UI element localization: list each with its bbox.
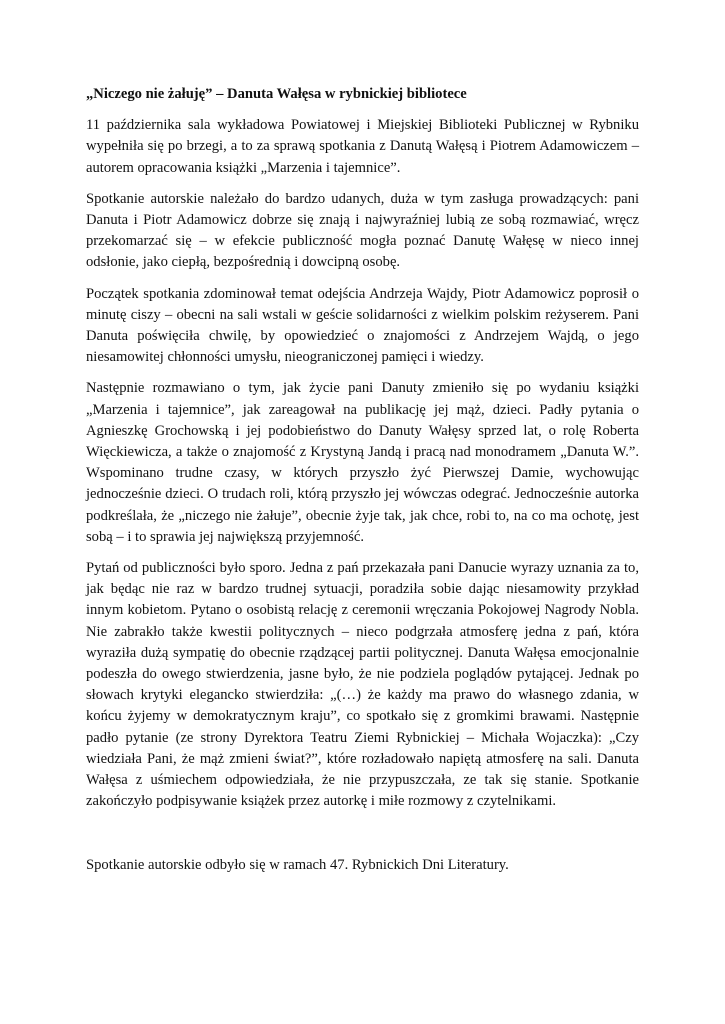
paragraph-audience-questions: Pytań od publiczności było sporo. Jedna z pań przekazała pani Danucie wyrazy uznania za to, jak będąc nie raz w bardzo trudnej sytuacji, poradziła sobie dając niesamowity przykład innym kobietom. Pytano o osobistą relację z ceremonii wręczania Pokojowej Nagrody Nobla. Nie zabrakło także kwestii politycznych – nieco podgrzała atmosferę jedna z pań, która wyraziła dużą sympatię do obecnie rządzącej partii politycznej. Danuta Wałęsa emocjonalnie podeszła do owego stwierdzenia, jasne było, że nie podziela poglądów pytającej. Jednak po słowach krytyki elegancko stwierdziła: „(…) że każdy ma prawo do własnego zdania, w końcu żyjemy w demokratycznym kraju”, co spotkało się z gromkimi brawami. Następnie padło pytanie (ze strony Dyrektora Teatru Ziemi Rybnickiej – Michała Wojaczka): „Czy wiedziała Pani, że mąż zmieni świat?”, które rozładowało napiętą atmosferę na sali. Danuta Wałęsa z uśmiechem odpowiedziała, że nie przypuszczała, ze tak się stanie. Spotkanie zakończyło podpisywanie książek przez autorkę i miłe rozmowy z czytelnikami. — [86, 560, 639, 810]
paragraph-book-impact: Następnie rozmawiano o tym, jak życie pani Danuty zmieniło się po wydaniu książki „Marzenia i tajemnice”, jak zareagował na publikację jej mąż, dzieci. Padły pytania o Agnieszkę Grochowską i jej podobieństwo do Danuty Wałęsy sprzed lat, o rolę Roberta Więckiewicza, a także o znajomość z Krystyną Jandą i pracą nad monodramem „Danuta W.”. Wspominano trudne czasy, w których przyszło żyć Pierwszej Damie, wychowując jednocześnie dzieci. O trudach roli, którą przyszło jej wówczas odegrać. Jednocześnie autorka podkreślała, że „niczego nie żałuje”, obecnie żyje tak, jak chce, robi to, na co ma ochotę, jest sobą – i to sprawia jej największą przyjemność. — [86, 380, 639, 545]
paragraph-wajda: Początek spotkania zdominował temat odejścia Andrzeja Wajdy, Piotr Adamowicz poprosił o minutę ciszy – obecni na sali wstali w geście solidarności z wielkim polskim reżyserem. Pani Danuta poświęciła chwilę, by opowiedzieć o znajomości z Andrzejem Wajdą, o jego niesamowitej chłonności umysłu, nieograniczonej pamięci i wiedzy. — [86, 285, 639, 366]
document-body — [86, 84, 639, 876]
paragraph-spacer — [86, 823, 639, 855]
document-title: „Niczego nie żałuję” – Danuta Wałęsa w rybnickiej bibliotece — [86, 86, 467, 102]
paragraph-intro: 11 października sala wykładowa Powiatowej i Miejskiej Biblioteki Publicznej w Rybniku wypełniła się po brzegi, a to za sprawą spotkania z Danutą Wałęsą i Piotrem Adamowiczem – autorem opracowania książki „Marzenia i tajemnice”. — [86, 117, 639, 176]
paragraph-hosts: Spotkanie autorskie należało do bardzo udanych, duża w tym zasługa prowadzących: pani Danuta i Piotr Adamowicz dobrze się znają i najwyraźniej lubią ze sobą rozmawiać, wręcz przekomarzać się – w efekcie publiczność mogła poznać Danutę Wałęsę w nieco innej odsłonie, jako ciepłą, bezpośrednią i dowcipną osobę. — [86, 190, 639, 271]
footer-note: Spotkanie autorskie odbyło się w ramach 47. Rybnickich Dni Literatury. — [86, 856, 509, 873]
